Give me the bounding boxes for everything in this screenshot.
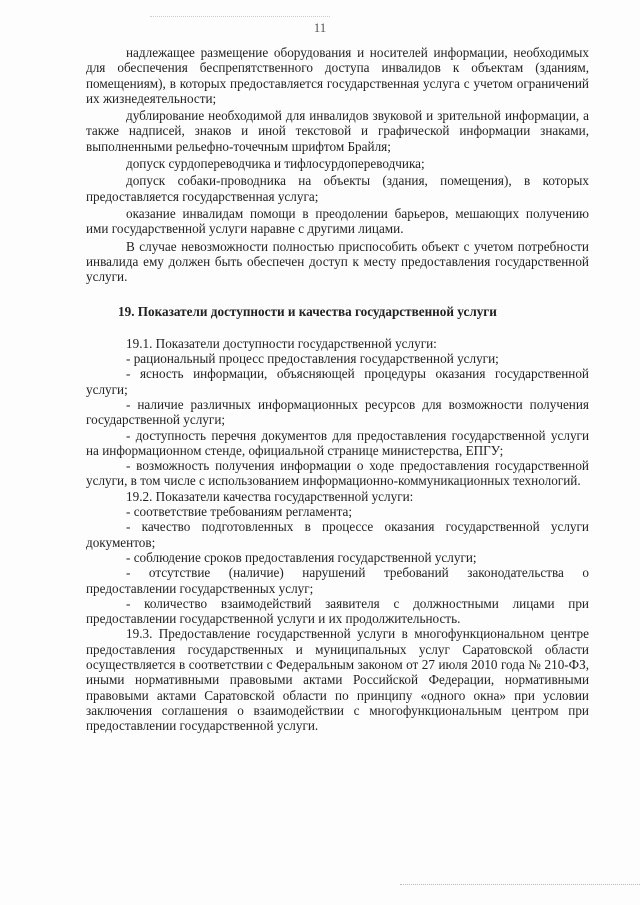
list-item: - качество подготовленных в процессе оказания государственной услуги документов; [86, 519, 589, 550]
subsection-title: 19.2. Показатели качества государственной услуги: [126, 488, 414, 504]
list-item: - соблюдение сроков предоставления государственной услуги; [126, 549, 477, 565]
paragraph: В случае невозможности полностью приспособить объект с учетом потребности инвалида ему должен быть обеспечен доступ к месту предоставления государственной услуги. [86, 238, 589, 285]
list-item: - ясность информации, объясняющей процедуры оказания государственной услуги; [86, 366, 589, 397]
list-item: - соответствие требованиям регламента; [126, 504, 353, 520]
list-item: - доступность перечня документов для предоставления государственной услуги на информационном стенде, официальной странице министерства, ЕПГУ; [86, 427, 589, 458]
paragraph: дублирование необходимой для инвалидов звуковой и зрительной информации, а также надписей, знаков и иной текстовой и графической информации знаками, выполненными рельефно-точечным шрифтом Брайля; [86, 108, 589, 154]
scan-edge [400, 884, 640, 885]
list-item: - рациональный процесс предоставления государственной услуги; [126, 351, 499, 367]
scan-noise [150, 16, 330, 19]
list-item: - возможность получения информации о ходе предоставления государственной услуги, в том числе с использованием информационно-коммуникационных технологий. [86, 458, 589, 489]
list-item: - наличие различных информационных ресурсов для возможности получения государственной услуги; [86, 396, 589, 428]
document-body [86, 45, 589, 733]
paragraph: надлежащее размещение оборудования и носителей информации, необходимых для обеспечения беспрепятственного доступа инвалидов к объектам (зданиям, помещениям), в которых предоставляется государственная услуга с учетом ограничений их жизнедеятельности; [86, 45, 589, 106]
list-item: - отсутствие (наличие) нарушений требований законодательства о предоставлении государственных услуг; [86, 565, 589, 596]
paragraph: 19.3. Предоставление государственной услуги в многофункциональном центре предоставления государственных и муниципальных услуг Саратовской области осуществляется в соответствии с Федеральным законом от 27 июля 2010 года № 210-ФЗ, иными нормативными правовыми актами Российской Федерации, нормативными правовыми актами Саратовской области по принципу «одного окна» при условии заключения соглашения о взаимодействии с многофункциональным центром при предоставлении государственной услуги. [86, 626, 589, 734]
paragraph: допуск собаки-проводника на объекты (здания, помещения), в которых предоставляется государственная услуга; [86, 173, 589, 204]
paragraph: оказание инвалидам помощи в преодолении барьеров, мешающих получению ими государственной услуги наравне с другими лицами. [86, 205, 589, 237]
list-item: - количество взаимодействий заявителя с должностными лицами при предоставлении государственной услуги и их продолжительность. [86, 595, 589, 627]
subsection-title: 19.1. Показатели доступности государственной услуги: [126, 335, 437, 351]
page-number: 11 [313, 20, 327, 35]
section-heading: 19. Показатели доступности и качества государственной услуги [118, 304, 497, 320]
paragraph: допуск сурдопереводчика и тифлосурдопереводчика; [126, 156, 425, 172]
